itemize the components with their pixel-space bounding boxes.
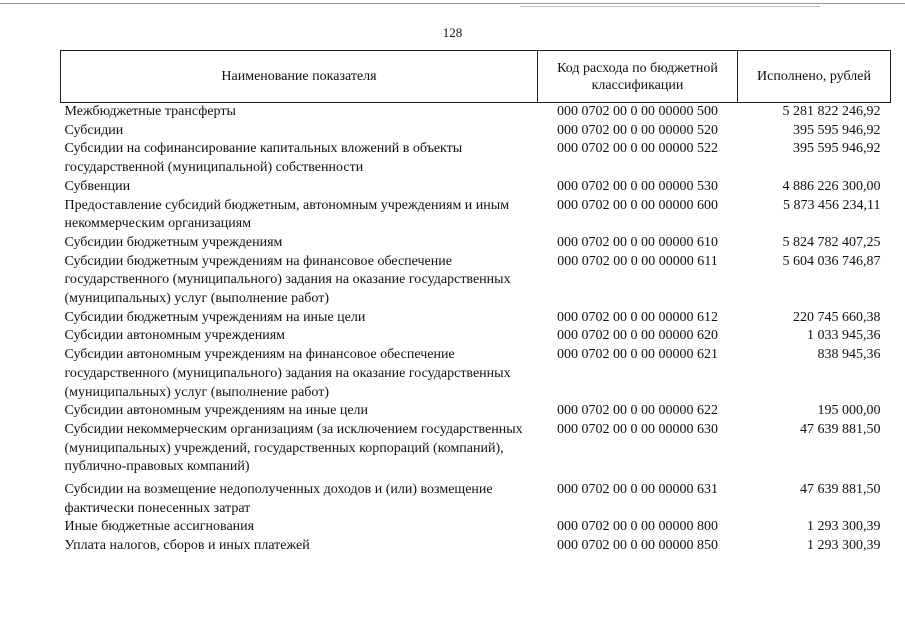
row-code: 000 0702 00 0 00 00000 522	[557, 141, 718, 157]
row-amount: 1 293 300,39	[807, 519, 881, 535]
row-code: 000 0702 00 0 00 00000 631	[557, 482, 718, 498]
row-name: Субсидии автономным учреждениям на иные цели	[64, 403, 369, 419]
row-name: Субсидии бюджетным учреждениям	[64, 234, 283, 250]
row-name: Субсидии на софинансирование капитальных вложений в объекты государственной (муниципальной) собственности	[64, 141, 463, 176]
row-name: Субсидии на возмещение недополученных доходов и (или) возмещение фактически понесенных затрат	[64, 482, 493, 516]
row-amount: 1 293 300,39	[807, 538, 881, 554]
header-amount: Исполнено, рублей	[738, 51, 891, 103]
table-row	[61, 197, 891, 234]
row-code: 000 0702 00 0 00 00000 611	[557, 253, 718, 269]
row-amount: 395 595 946,92	[793, 141, 881, 157]
table-row	[61, 178, 891, 197]
table-row	[61, 518, 891, 537]
row-name: Субсидии бюджетным учреждениям на финансовое обеспечение государственного (муниципального) задания на оказание государственных (муниципальных) услуг (выполнение работ)	[64, 253, 511, 307]
row-amount: 5 281 822 246,92	[782, 104, 881, 119]
row-name: Уплата налогов, сборов и иных платежей	[64, 538, 310, 554]
table-row	[61, 402, 891, 421]
table-row	[61, 537, 891, 556]
table-row	[61, 234, 891, 253]
top-border-line-secondary	[520, 6, 820, 7]
table-row	[61, 309, 891, 328]
row-amount: 195 000,00	[817, 403, 881, 419]
row-code: 000 0702 00 0 00 00000 612	[557, 309, 718, 325]
table-row	[61, 346, 891, 402]
row-code: 000 0702 00 0 00 00000 500	[557, 104, 718, 119]
row-code: 000 0702 00 0 00 00000 630	[557, 421, 718, 437]
row-name: Субсидии бюджетным учреждениям на иные цели	[64, 309, 366, 325]
row-amount: 47 639 881,50	[800, 421, 881, 437]
row-code: 000 0702 00 0 00 00000 530	[557, 178, 718, 194]
row-amount: 5 824 782 407,25	[782, 234, 881, 250]
row-code: 000 0702 00 0 00 00000 600	[557, 197, 718, 213]
row-name: Субсидии	[64, 122, 124, 138]
row-name: Субсидии некоммерческим организациям (за исключением государственных (муниципальных) учреждений, государственных корпораций (компаний), публично-правовых компаний)	[64, 421, 523, 475]
row-name: Предоставление субсидий бюджетным, автономным учреждениям и иным некоммерческим организациям	[64, 197, 510, 232]
table-row	[61, 327, 891, 346]
row-amount: 47 639 881,50	[800, 482, 881, 498]
row-amount: 5 873 456 234,11	[783, 197, 881, 213]
row-amount: 1 033 945,36	[807, 328, 881, 344]
table-body	[61, 103, 891, 556]
table-header	[61, 51, 891, 103]
header-name: Наименование показателя	[61, 51, 538, 103]
row-name: Межбюджетные трансферты	[64, 104, 236, 119]
top-border-line	[0, 3, 905, 4]
row-amount: 220 745 660,38	[793, 309, 881, 325]
row-code: 000 0702 00 0 00 00000 850	[557, 538, 718, 554]
table-row	[61, 140, 891, 177]
row-code: 000 0702 00 0 00 00000 520	[557, 122, 718, 138]
table-row	[61, 481, 891, 518]
row-code: 000 0702 00 0 00 00000 610	[557, 234, 718, 250]
page-number: 128	[442, 25, 463, 40]
row-name: Иные бюджетные ассигнования	[64, 519, 255, 535]
expenditure-table	[60, 50, 891, 556]
table-row	[61, 253, 891, 309]
row-amount: 4 886 226 300,00	[782, 178, 881, 194]
row-code: 000 0702 00 0 00 00000 621	[557, 347, 718, 363]
row-name: Субвенции	[64, 178, 131, 194]
table-row	[61, 122, 891, 141]
row-amount: 838 945,36	[817, 347, 881, 363]
table-row	[61, 421, 891, 481]
row-code: 000 0702 00 0 00 00000 620	[557, 328, 718, 344]
table-row	[61, 103, 891, 122]
row-name: Субсидии автономным учреждениям	[64, 328, 286, 344]
row-amount: 5 604 036 746,87	[782, 253, 881, 269]
row-code: 000 0702 00 0 00 00000 800	[557, 519, 718, 535]
row-amount: 395 595 946,92	[793, 122, 881, 138]
row-name: Субсидии автономным учреждениям на финансовое обеспечение государственного (муниципального) задания на оказание государственных (муниципальных) услуг (выполнение работ)	[64, 347, 511, 400]
header-code: Код расхода по бюджетной классификации	[538, 51, 738, 103]
row-code: 000 0702 00 0 00 00000 622	[557, 403, 718, 419]
